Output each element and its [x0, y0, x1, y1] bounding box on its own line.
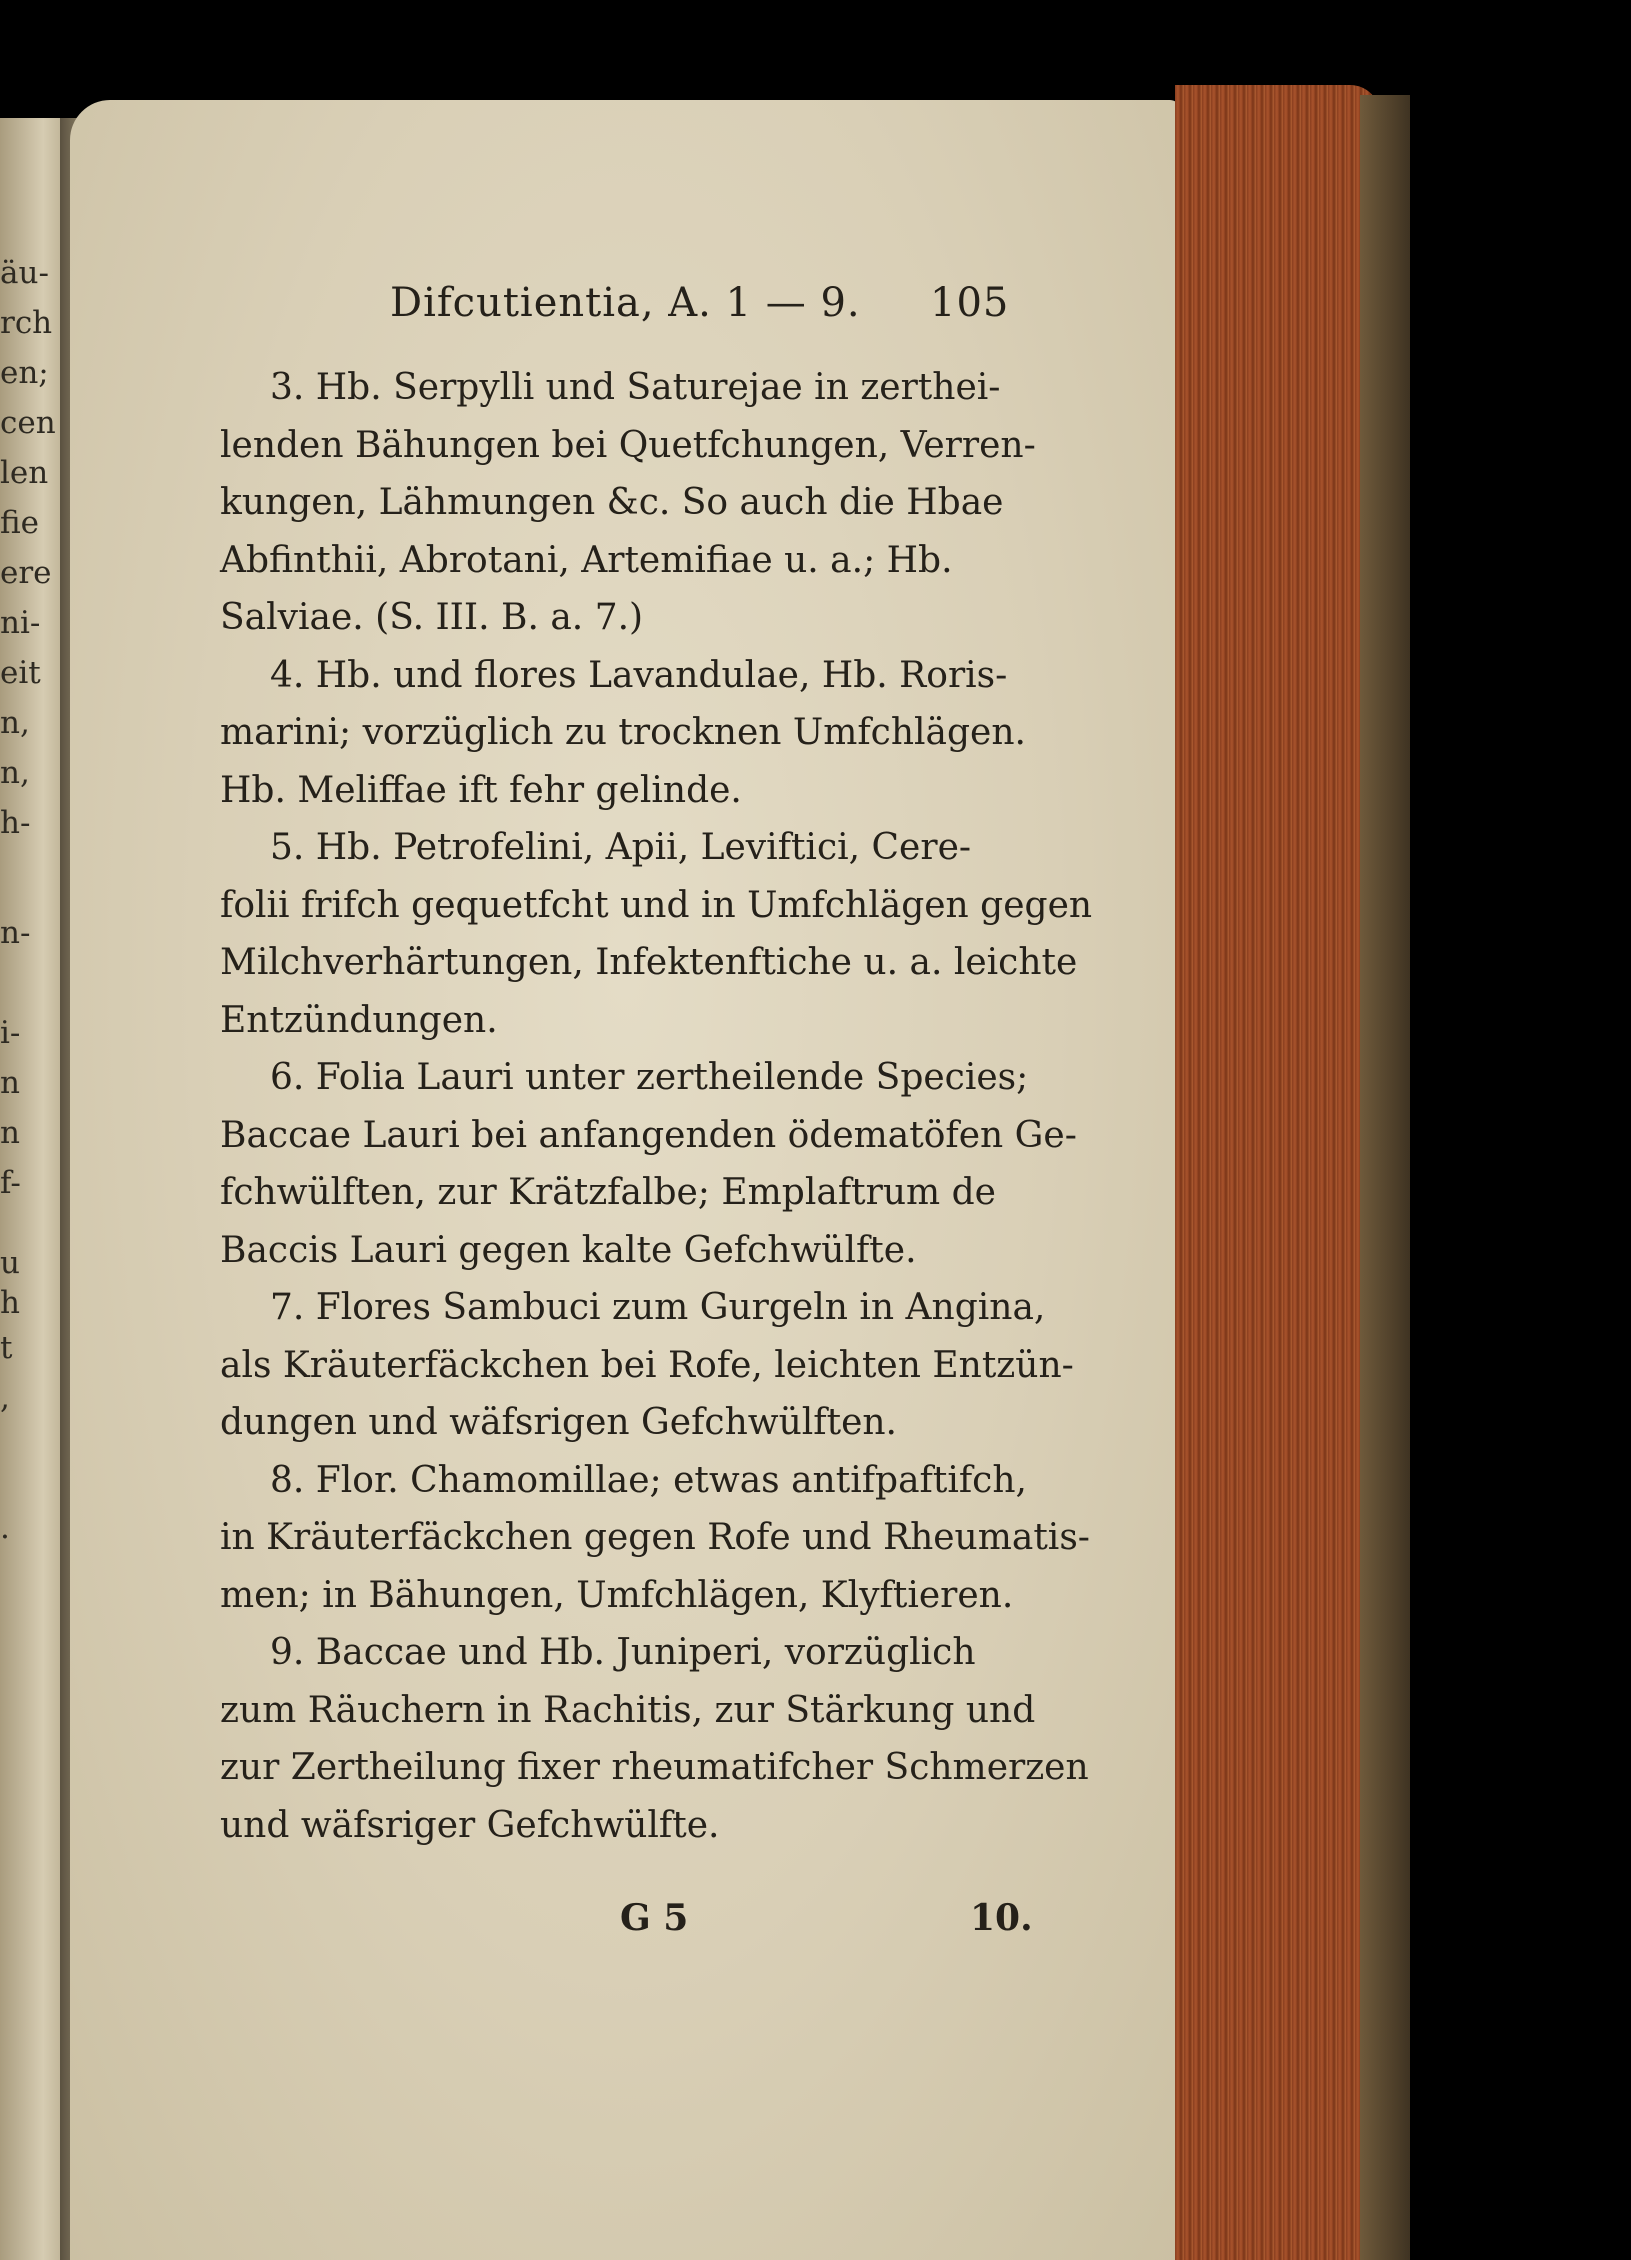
left-page-fragment-line: ere: [0, 555, 52, 591]
body-line: Entzündungen.: [220, 999, 498, 1041]
book-page: [70, 100, 1180, 2260]
body-line: dungen und wäfsrigen Gefchwülften.: [220, 1402, 898, 1443]
body-line: Baccae Lauri bei anfangenden ödematöfen Ge-: [220, 1114, 1077, 1156]
left-page-fragment-line: ,: [0, 1380, 10, 1416]
running-title: Difcutientia, A. 1 — 9.: [390, 280, 861, 326]
left-page-fragment-line: rch: [0, 305, 53, 341]
body-line: als Kräuterfäckchen bei Rofe, leichten Entzün-: [220, 1344, 1074, 1386]
body-line: Abfinthii, Abrotani, Artemifiae u. a.; Hb.: [220, 539, 953, 581]
body-line: folii frifch gequetfcht und in Umfchlägen gegen: [220, 884, 1093, 926]
page-edges: [1175, 85, 1380, 2260]
body-line: Baccis Lauri gegen kalte Gefchwülfte.: [220, 1229, 917, 1271]
left-page-fragment-line: .: [0, 1510, 10, 1546]
body-line: Hb. Meliffae ift fehr gelinde.: [220, 769, 742, 811]
body-line: lenden Bähungen bei Quetfchungen, Verren-: [220, 424, 1036, 466]
left-page-fragment-line: n,: [0, 755, 30, 791]
body-line: 9. Baccae und Hb. Juniperi, vorzüglich: [270, 1632, 976, 1673]
left-page-fragment-line: fie: [0, 505, 40, 541]
body-line: 8. Flor. Chamomillae; etwas antifpaftifch,: [270, 1459, 1027, 1501]
body-line: men; in Bähungen, Umfchlägen, Klyftieren.: [220, 1574, 1014, 1616]
left-page-fragment-line: n-: [0, 915, 31, 951]
left-page-fragment-line: n: [0, 1065, 20, 1101]
left-page-fragment-line: h-: [0, 805, 31, 841]
left-page-fragment-line: ni-: [0, 605, 41, 641]
left-page-fragment-line: en;: [0, 355, 49, 391]
left-page-fragment-line: len: [0, 455, 49, 491]
left-page-fragment-line: i-: [0, 1015, 21, 1051]
body-line: 6. Folia Lauri unter zertheilende Species;: [270, 1057, 1029, 1098]
page-number: 105: [930, 280, 1010, 326]
body-line: 4. Hb. und flores Lavandulae, Hb. Roris-: [270, 654, 1008, 696]
body-line: marini; vorzüglich zu trocknen Umfchlägen.: [220, 712, 1026, 753]
body-line: Salviae. (S. III. B. a. 7.): [220, 597, 644, 638]
body-line: zur Zertheilung fixer rheumatifcher Schmerzen: [220, 1747, 1089, 1788]
body-line: Milchverhärtungen, Infektenftiche u. a. leichte: [220, 942, 1078, 983]
body-line: 3. Hb. Serpylli und Saturejae in zerthei-: [270, 367, 1001, 408]
catchword: 10.: [970, 1897, 1033, 1939]
left-page-fragment-line: n,: [0, 705, 30, 741]
left-page-fragment-line: h: [0, 1285, 20, 1321]
book-cover-edge: [1360, 95, 1410, 2260]
left-page-fragment-line: n: [0, 1115, 20, 1151]
left-page-fragment-line: t: [0, 1330, 13, 1366]
left-page-fragment-line: äu-: [0, 255, 49, 291]
left-page-fragment-line: u: [0, 1245, 20, 1281]
body-line: in Kräuterfäckchen gegen Rofe und Rheumatis-: [220, 1517, 1090, 1558]
left-page-fragment-line: eit: [0, 655, 41, 691]
body-line: zum Räuchern in Rachitis, zur Stärkung und: [220, 1689, 1036, 1731]
body-line: 5. Hb. Petrofelini, Apii, Leviftici, Cere-: [270, 827, 972, 868]
left-page-fragment-line: f-: [0, 1165, 21, 1201]
body-line: fchwülften, zur Krätzfalbe; Emplaftrum de: [220, 1172, 996, 1213]
left-page-fragment-line: cen: [0, 405, 56, 441]
body-line: kungen, Lähmungen &c. So auch die Hbae: [220, 482, 1004, 523]
body-line: und wäfsriger Gefchwülfte.: [220, 1804, 720, 1846]
body-line: 7. Flores Sambuci zum Gurgeln in Angina,: [270, 1287, 1046, 1328]
signature-mark: G 5: [620, 1897, 689, 1939]
